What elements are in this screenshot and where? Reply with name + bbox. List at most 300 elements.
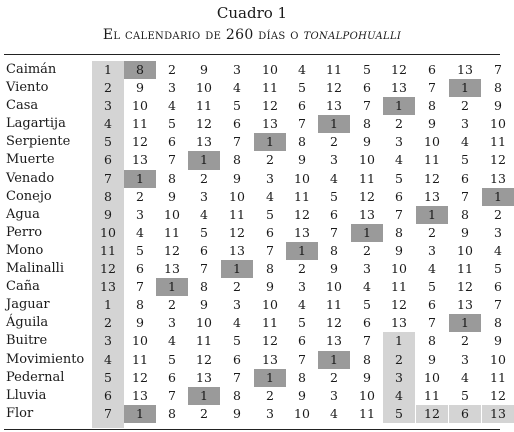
day-number-cell: 12 xyxy=(132,369,148,385)
day-number-cell: 5 xyxy=(104,369,112,385)
day-number-cell: 3 xyxy=(233,297,241,313)
table-row xyxy=(4,405,506,423)
day-number-cell: 1 xyxy=(318,351,350,369)
day-number-cell: 3 xyxy=(266,405,274,421)
day-number-cell: 1 xyxy=(351,224,383,242)
day-number-cell: 10 xyxy=(229,188,245,204)
day-number-cell: 13 xyxy=(294,224,310,240)
day-number-cell: 1 xyxy=(124,170,156,188)
day-number-cell: 3 xyxy=(136,206,144,222)
day-number-cell: 9 xyxy=(168,188,176,204)
day-number-cell: 11 xyxy=(424,152,440,168)
table-row xyxy=(4,369,506,387)
day-number-cell: 12 xyxy=(262,98,278,114)
day-number-cell: 8 xyxy=(395,224,403,240)
table-row xyxy=(4,260,500,278)
day-number-cell: 12 xyxy=(164,242,180,258)
day-number-cell: 13 xyxy=(262,351,278,367)
day-number-cell: 3 xyxy=(330,152,338,168)
day-number-cell: 5 xyxy=(168,351,176,367)
day-number-cell: 7 xyxy=(104,405,112,421)
day-number-cell: 12 xyxy=(132,134,148,150)
day-number-cell: 4 xyxy=(200,206,208,222)
day-sign-name: Lagartija xyxy=(6,116,66,132)
table-row xyxy=(4,170,506,188)
day-number-cell: 3 xyxy=(461,116,469,132)
day-number-cell: 8 xyxy=(298,369,306,385)
day-number-cell: 1 xyxy=(124,405,156,423)
table-row xyxy=(4,278,500,296)
day-number-cell: 12 xyxy=(359,188,375,204)
day-number-cell: 2 xyxy=(363,242,371,258)
day-number-cell: 1 xyxy=(254,369,286,387)
day-number-cell: 11 xyxy=(391,279,407,295)
day-number-cell: 9 xyxy=(298,152,306,168)
day-number-cell: 4 xyxy=(266,188,274,204)
day-number-cell: 11 xyxy=(490,369,506,385)
day-number-cell: 1 xyxy=(383,97,415,115)
day-number-cell: 11 xyxy=(132,116,148,132)
day-number-cell: 10 xyxy=(457,242,473,258)
day-number-cell: 2 xyxy=(233,279,241,295)
day-number-cell: 8 xyxy=(233,152,241,168)
day-number-cell: 2 xyxy=(298,261,306,277)
day-number-cell: 9 xyxy=(298,387,306,403)
day-number-cell: 1 xyxy=(383,332,415,350)
day-number-cell: 13 xyxy=(229,242,245,258)
day-number-cell: 11 xyxy=(490,134,506,150)
day-number-cell: 4 xyxy=(233,80,241,96)
day-number-cell: 11 xyxy=(262,80,278,96)
day-number-cell: 8 xyxy=(494,315,502,331)
day-number-cell: 7 xyxy=(330,224,338,240)
day-number-cell: 11 xyxy=(196,98,212,114)
day-number-cell: 3 xyxy=(330,387,338,403)
day-number-cell: 8 xyxy=(494,80,502,96)
day-number-cell: 6 xyxy=(330,206,338,222)
day-number-cell: 4 xyxy=(298,297,306,313)
day-number-cell: 1 xyxy=(416,206,448,224)
table-row xyxy=(4,61,500,79)
day-number-cell: 10 xyxy=(490,116,506,132)
day-number-cell: 7 xyxy=(298,116,306,132)
day-number-cell: 3 xyxy=(395,134,403,150)
day-number-cell: 8 xyxy=(104,188,112,204)
table-row xyxy=(4,224,500,242)
day-number-cell: 10 xyxy=(391,261,407,277)
day-number-cell: 7 xyxy=(395,206,403,222)
day-sign-name: Movimiento xyxy=(6,351,85,367)
day-number-cell: 8 xyxy=(428,333,436,349)
day-number-cell: 11 xyxy=(164,224,180,240)
day-sign-name: Venado xyxy=(6,170,55,186)
day-sign-name: Serpiente xyxy=(6,134,71,150)
table-caption-number: Cuadro 1 xyxy=(216,4,288,22)
day-number-cell: 2 xyxy=(136,188,144,204)
day-number-cell: 5 xyxy=(330,188,338,204)
day-number-cell: 3 xyxy=(461,351,469,367)
day-number-cell: 12 xyxy=(457,279,473,295)
day-number-cell: 10 xyxy=(262,62,278,77)
table-row xyxy=(4,133,506,151)
day-number-cell: 2 xyxy=(494,206,502,222)
day-sign-name: Perro xyxy=(6,224,43,240)
day-number-cell: 5 xyxy=(298,315,306,331)
day-number-cell: 10 xyxy=(359,152,375,168)
day-number-cell: 10 xyxy=(490,351,506,367)
day-number-cell: 6 xyxy=(168,134,176,150)
day-sign-name: Agua xyxy=(6,206,40,222)
day-sign-name: Viento xyxy=(6,80,49,96)
day-number-cell: 3 xyxy=(428,242,436,258)
day-number-cell: 7 xyxy=(428,315,436,331)
day-number-cell: 5 xyxy=(233,333,241,349)
day-number-cell: 11 xyxy=(326,62,342,77)
table-row xyxy=(4,151,506,169)
day-number-cell: 2 xyxy=(104,80,112,96)
day-number-cell: 9 xyxy=(494,333,502,349)
day-sign-name: Buitre xyxy=(6,333,48,349)
day-number-cell: 4 xyxy=(136,224,144,240)
day-sign-name: Caimán xyxy=(6,62,57,77)
day-number-cell: 2 xyxy=(168,297,176,313)
day-number-cell: 1 xyxy=(318,115,350,133)
day-number-cell: 13 xyxy=(359,206,375,222)
day-number-cell: 5 xyxy=(363,297,371,313)
top-rule xyxy=(4,54,500,55)
day-number-cell: 7 xyxy=(136,279,144,295)
day-number-cell: 4 xyxy=(104,351,112,367)
day-number-cell: 11 xyxy=(229,206,245,222)
day-number-cell: 12 xyxy=(326,80,342,96)
day-number-cell: 11 xyxy=(424,387,440,403)
day-number-cell: 10 xyxy=(132,333,148,349)
day-number-cell: 9 xyxy=(233,170,241,186)
day-number-cell: 8 xyxy=(428,98,436,114)
table-row xyxy=(4,97,500,115)
day-sign-name: Casa xyxy=(6,98,39,114)
day-number-cell: 4 xyxy=(363,279,371,295)
day-number-cell: 13 xyxy=(262,116,278,132)
day-number-cell: 8 xyxy=(461,206,469,222)
day-number-cell: 12 xyxy=(424,170,440,186)
day-number-cell: 1 xyxy=(104,297,112,313)
day-number-cell: 12 xyxy=(490,387,506,403)
table-row xyxy=(4,115,506,133)
day-number-cell: 3 xyxy=(104,333,112,349)
day-number-cell: 2 xyxy=(330,369,338,385)
day-number-cell: 1 xyxy=(254,133,286,151)
day-number-cell: 8 xyxy=(168,170,176,186)
day-sign-name: Conejo xyxy=(6,188,52,204)
day-number-cell: 6 xyxy=(298,333,306,349)
day-number-cell: 8 xyxy=(200,279,208,295)
table-row xyxy=(4,242,500,260)
day-number-cell: 6 xyxy=(233,116,241,132)
day-number-cell: 4 xyxy=(330,405,338,421)
day-number-cell: 6 xyxy=(449,405,481,423)
day-sign-name: Lluvia xyxy=(6,387,47,403)
day-number-cell: 6 xyxy=(298,98,306,114)
day-number-cell: 4 xyxy=(461,369,469,385)
day-number-cell: 13 xyxy=(457,62,473,77)
day-number-cell: 8 xyxy=(330,242,338,258)
day-sign-name: Malinalli xyxy=(6,261,64,277)
day-number-cell: 13 xyxy=(326,333,342,349)
day-number-cell: 3 xyxy=(266,170,274,186)
title-italic-term: tonalpohualli xyxy=(303,27,402,43)
day-number-cell: 13 xyxy=(164,261,180,277)
day-number-cell: 6 xyxy=(428,62,436,77)
day-number-cell: 5 xyxy=(298,80,306,96)
day-number-cell: 6 xyxy=(363,80,371,96)
day-number-cell: 10 xyxy=(196,80,212,96)
day-number-cell: 6 xyxy=(461,170,469,186)
day-number-cell: 12 xyxy=(196,116,212,132)
day-sign-name: Pedernal xyxy=(6,369,65,385)
day-number-cell: 13 xyxy=(196,134,212,150)
day-number-cell: 6 xyxy=(363,315,371,331)
day-number-cell: 1 xyxy=(482,188,514,206)
day-number-cell: 11 xyxy=(457,261,473,277)
day-number-cell: 11 xyxy=(359,405,375,421)
day-number-cell: 13 xyxy=(132,152,148,168)
day-number-cell: 12 xyxy=(416,405,448,423)
day-sign-name: Flor xyxy=(6,405,34,421)
day-number-cell: 9 xyxy=(428,116,436,132)
day-number-cell: 5 xyxy=(266,206,274,222)
day-number-cell: 7 xyxy=(363,333,371,349)
day-number-cell: 5 xyxy=(363,62,371,77)
day-number-cell: 10 xyxy=(424,369,440,385)
day-number-cell: 6 xyxy=(395,188,403,204)
day-number-cell: 8 xyxy=(168,405,176,421)
table-row xyxy=(4,351,506,369)
day-number-cell: 1 xyxy=(221,260,253,278)
day-number-cell: 6 xyxy=(168,369,176,385)
table-caption-title xyxy=(0,26,504,44)
day-number-cell: 12 xyxy=(391,297,407,313)
day-number-cell: 7 xyxy=(233,134,241,150)
day-number-cell: 13 xyxy=(100,279,116,295)
day-sign-name: Águila xyxy=(6,315,49,331)
day-number-cell: 3 xyxy=(298,279,306,295)
day-number-cell: 2 xyxy=(200,405,208,421)
day-number-cell: 9 xyxy=(200,297,208,313)
day-number-cell: 13 xyxy=(196,369,212,385)
day-number-cell: 9 xyxy=(200,62,208,77)
day-number-cell: 7 xyxy=(168,152,176,168)
day-number-cell: 9 xyxy=(104,206,112,222)
day-number-cell: 1 xyxy=(104,62,112,77)
day-number-cell: 11 xyxy=(132,351,148,367)
day-number-cell: 7 xyxy=(494,62,502,77)
day-number-cell: 12 xyxy=(100,261,116,277)
day-number-cell: 3 xyxy=(168,315,176,331)
day-number-cell: 2 xyxy=(330,134,338,150)
day-sign-name: Caña xyxy=(6,279,40,295)
day-number-cell: 4 xyxy=(494,242,502,258)
day-number-cell: 5 xyxy=(383,405,415,423)
day-number-cell: 9 xyxy=(395,242,403,258)
day-number-cell: 4 xyxy=(168,333,176,349)
day-number-cell: 6 xyxy=(233,351,241,367)
table-row xyxy=(4,314,500,332)
day-number-cell: 2 xyxy=(200,170,208,186)
day-number-cell: 3 xyxy=(233,62,241,77)
day-number-cell: 10 xyxy=(294,405,310,421)
day-number-cell: 5 xyxy=(200,224,208,240)
day-number-cell: 6 xyxy=(494,279,502,295)
day-number-cell: 9 xyxy=(494,98,502,114)
day-number-cell: 2 xyxy=(428,224,436,240)
day-number-cell: 2 xyxy=(383,351,415,369)
day-number-cell: 2 xyxy=(266,387,274,403)
day-number-cell: 1 xyxy=(188,151,220,169)
day-number-cell: 5 xyxy=(428,279,436,295)
day-number-cell: 11 xyxy=(326,297,342,313)
day-number-cell: 11 xyxy=(196,333,212,349)
day-number-cell: 8 xyxy=(124,61,156,79)
day-number-cell: 5 xyxy=(494,261,502,277)
day-number-cell: 5 xyxy=(104,134,112,150)
day-number-cell: 13 xyxy=(482,405,514,423)
day-number-cell: 13 xyxy=(424,188,440,204)
day-number-cell: 5 xyxy=(461,152,469,168)
day-number-cell: 4 xyxy=(461,134,469,150)
table-row xyxy=(4,206,500,224)
day-number-cell: 7 xyxy=(461,188,469,204)
day-number-cell: 11 xyxy=(100,242,116,258)
day-number-cell: 3 xyxy=(168,80,176,96)
day-number-cell: 9 xyxy=(363,369,371,385)
day-number-cell: 2 xyxy=(395,116,403,132)
day-number-cell: 7 xyxy=(298,351,306,367)
day-number-cell: 10 xyxy=(262,297,278,313)
day-number-cell: 4 xyxy=(428,261,436,277)
day-number-cell: 7 xyxy=(428,80,436,96)
day-number-cell: 9 xyxy=(136,315,144,331)
day-number-cell: 9 xyxy=(330,261,338,277)
day-number-cell: 2 xyxy=(168,62,176,77)
day-number-cell: 7 xyxy=(104,170,112,186)
day-number-cell: 12 xyxy=(229,224,245,240)
day-number-cell: 9 xyxy=(266,279,274,295)
day-number-cell: 6 xyxy=(428,297,436,313)
day-number-cell: 5 xyxy=(395,170,403,186)
day-number-cell: 3 xyxy=(494,224,502,240)
day-number-cell: 3 xyxy=(104,98,112,114)
day-number-cell: 7 xyxy=(168,387,176,403)
day-number-cell: 5 xyxy=(136,242,144,258)
day-number-cell: 13 xyxy=(132,387,148,403)
day-number-cell: 6 xyxy=(104,387,112,403)
bottom-rule xyxy=(4,429,500,430)
day-number-cell: 4 xyxy=(104,116,112,132)
table-row xyxy=(4,387,506,405)
day-number-cell: 12 xyxy=(196,351,212,367)
table-row xyxy=(4,188,500,206)
day-number-cell: 8 xyxy=(136,297,144,313)
day-number-cell: 12 xyxy=(326,315,342,331)
day-number-cell: 12 xyxy=(262,333,278,349)
day-number-cell: 6 xyxy=(104,152,112,168)
day-number-cell: 9 xyxy=(136,80,144,96)
day-number-cell: 13 xyxy=(490,170,506,186)
day-number-cell: 8 xyxy=(233,387,241,403)
title-text: El calendario de 260 días o xyxy=(102,27,304,43)
day-number-cell: 6 xyxy=(136,261,144,277)
table-row xyxy=(4,79,500,97)
day-number-cell: 10 xyxy=(132,98,148,114)
day-number-cell: 7 xyxy=(233,369,241,385)
day-number-cell: 2 xyxy=(266,152,274,168)
day-number-cell: 4 xyxy=(168,98,176,114)
day-number-cell: 4 xyxy=(383,387,415,405)
day-number-cell: 2 xyxy=(461,98,469,114)
calendar-table xyxy=(4,61,506,423)
day-number-cell: 7 xyxy=(363,98,371,114)
day-sign-name: Jaguar xyxy=(6,297,50,313)
day-number-cell: 8 xyxy=(298,134,306,150)
day-number-cell: 11 xyxy=(262,315,278,331)
day-number-cell: 13 xyxy=(326,98,342,114)
day-sign-name: Mono xyxy=(6,242,44,258)
day-number-cell: 8 xyxy=(266,261,274,277)
day-number-cell: 10 xyxy=(294,170,310,186)
day-number-cell: 1 xyxy=(449,314,481,332)
day-number-cell: 10 xyxy=(359,387,375,403)
day-number-cell: 10 xyxy=(424,134,440,150)
day-number-cell: 5 xyxy=(461,387,469,403)
day-number-cell: 10 xyxy=(326,279,342,295)
table-row xyxy=(4,332,500,350)
day-number-cell: 2 xyxy=(104,315,112,331)
day-number-cell: 9 xyxy=(428,351,436,367)
day-number-cell: 4 xyxy=(298,62,306,77)
day-number-cell: 9 xyxy=(233,405,241,421)
day-number-cell: 3 xyxy=(383,369,415,387)
day-number-cell: 13 xyxy=(391,315,407,331)
day-number-cell: 2 xyxy=(461,333,469,349)
day-number-cell: 6 xyxy=(266,224,274,240)
day-number-cell: 5 xyxy=(233,98,241,114)
table-row xyxy=(4,296,500,314)
day-number-cell: 9 xyxy=(363,134,371,150)
day-number-cell: 8 xyxy=(363,116,371,132)
day-number-cell: 1 xyxy=(188,387,220,405)
day-number-cell: 12 xyxy=(490,152,506,168)
day-number-cell: 9 xyxy=(461,224,469,240)
day-number-cell: 3 xyxy=(363,261,371,277)
day-number-cell: 4 xyxy=(330,170,338,186)
day-number-cell: 11 xyxy=(359,170,375,186)
day-number-cell: 13 xyxy=(457,297,473,313)
day-number-cell: 4 xyxy=(395,152,403,168)
day-number-cell: 10 xyxy=(164,206,180,222)
day-number-cell: 1 xyxy=(449,79,481,97)
day-number-cell: 4 xyxy=(233,315,241,331)
day-number-cell: 1 xyxy=(286,242,318,260)
day-number-cell: 3 xyxy=(200,188,208,204)
day-number-cell: 5 xyxy=(168,116,176,132)
day-number-cell: 12 xyxy=(391,62,407,77)
day-number-cell: 13 xyxy=(391,80,407,96)
day-number-cell: 11 xyxy=(294,188,310,204)
day-number-cell: 12 xyxy=(294,206,310,222)
day-number-cell: 7 xyxy=(200,261,208,277)
day-number-cell: 7 xyxy=(266,242,274,258)
